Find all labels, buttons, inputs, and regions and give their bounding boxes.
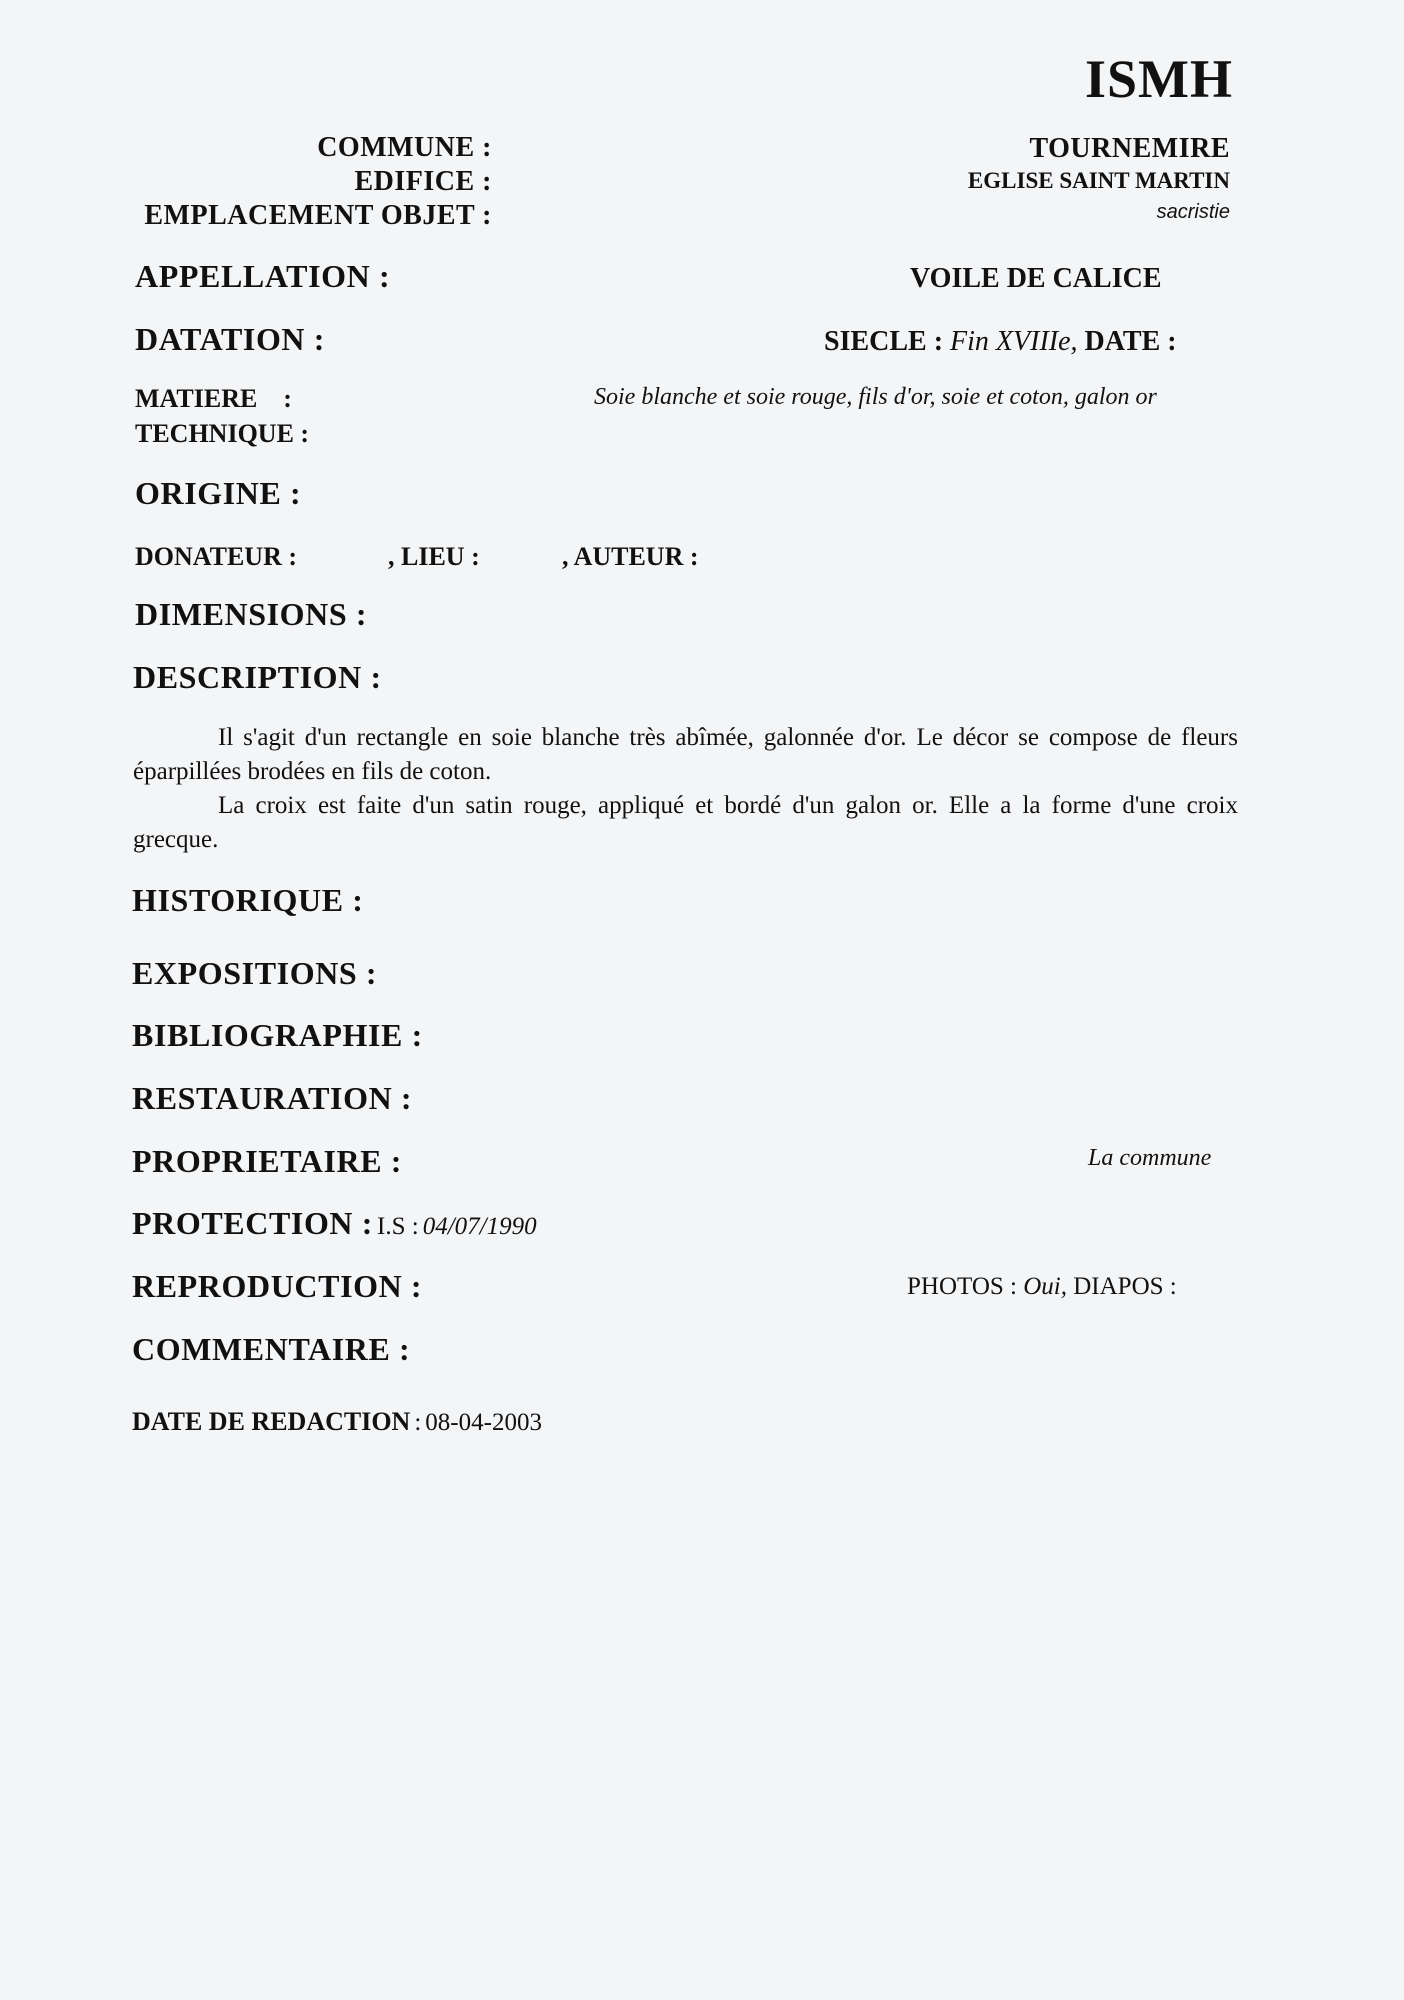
redaction-value: 08-04-2003 xyxy=(425,1409,542,1436)
description-text xyxy=(133,721,1238,857)
technique-label: TECHNIQUE : xyxy=(135,419,310,448)
reproduction-media xyxy=(907,1273,1177,1301)
matiere-value: Soie blanche et soie rouge, fils d'or, soie et coton, galon or xyxy=(594,384,1157,410)
proprietaire-value: La commune xyxy=(1088,1145,1212,1171)
edifice-label: EDIFICE : xyxy=(354,166,492,197)
restauration-label: RESTAURATION : xyxy=(132,1080,413,1116)
historique-label: HISTORIQUE : xyxy=(132,882,364,918)
siecle-label: SIECLE : xyxy=(824,326,944,357)
proprietaire-label: PROPRIETAIRE : xyxy=(132,1143,403,1179)
description-label: DESCRIPTION : xyxy=(133,659,382,695)
reproduction-label: REPRODUCTION : xyxy=(132,1268,423,1304)
auteur-label: , AUTEUR : xyxy=(562,542,699,571)
description-paragraph-2: La croix est faite d'un satin rouge, appliqué et bordé d'un galon or. Elle a la forme d'une croix grecque. xyxy=(133,792,1238,853)
origine-label: ORIGINE : xyxy=(135,475,302,511)
datation-label: DATATION : xyxy=(135,321,325,357)
diapos-label: DIAPOS : xyxy=(1073,1273,1177,1300)
dimensions-label: DIMENSIONS : xyxy=(135,596,368,632)
bibliographie-label: BIBLIOGRAPHIE : xyxy=(132,1017,423,1053)
appellation-label: APPELLATION : xyxy=(135,258,391,294)
lieu-label: , LIEU : xyxy=(388,542,480,571)
appellation-value: VOILE DE CALICE xyxy=(910,263,1162,294)
siecle-value: Fin XVIIIe, xyxy=(950,326,1078,357)
protection-type: I.S : xyxy=(377,1213,419,1240)
donateur-label: DONATEUR : xyxy=(135,542,298,571)
redaction-label: DATE DE REDACTION xyxy=(132,1407,411,1436)
matiere-label: MATIERE : xyxy=(135,384,292,413)
datation-line xyxy=(824,326,1177,358)
protection-label: PROTECTION : xyxy=(132,1205,373,1241)
commune-value: TOURNEMIRE xyxy=(1029,133,1230,164)
protection-line xyxy=(132,1205,537,1242)
expositions-label: EXPOSITIONS : xyxy=(132,955,378,991)
commune-label: COMMUNE : xyxy=(317,132,492,163)
edifice-value: EGLISE SAINT MARTIN xyxy=(967,168,1230,193)
photos-label: PHOTOS : xyxy=(907,1273,1017,1300)
redaction-line xyxy=(132,1407,542,1437)
date-label: DATE : xyxy=(1084,326,1177,357)
protection-date: 04/07/1990 xyxy=(422,1213,537,1240)
emplacement-label: EMPLACEMENT OBJET : xyxy=(144,200,492,231)
redaction-separator: : xyxy=(414,1409,422,1436)
photos-value: Oui, xyxy=(1023,1273,1067,1300)
emplacement-value: sacristie xyxy=(1156,201,1230,223)
ismh-badge: ISMH xyxy=(1085,49,1234,109)
description-paragraph-1: Il s'agit d'un rectangle en soie blanche très abîmée, galonnée d'or. Le décor se compose de fleurs éparpillées brodées en fils de coton. xyxy=(133,724,1238,785)
commentaire-label: COMMENTAIRE : xyxy=(132,1331,411,1367)
